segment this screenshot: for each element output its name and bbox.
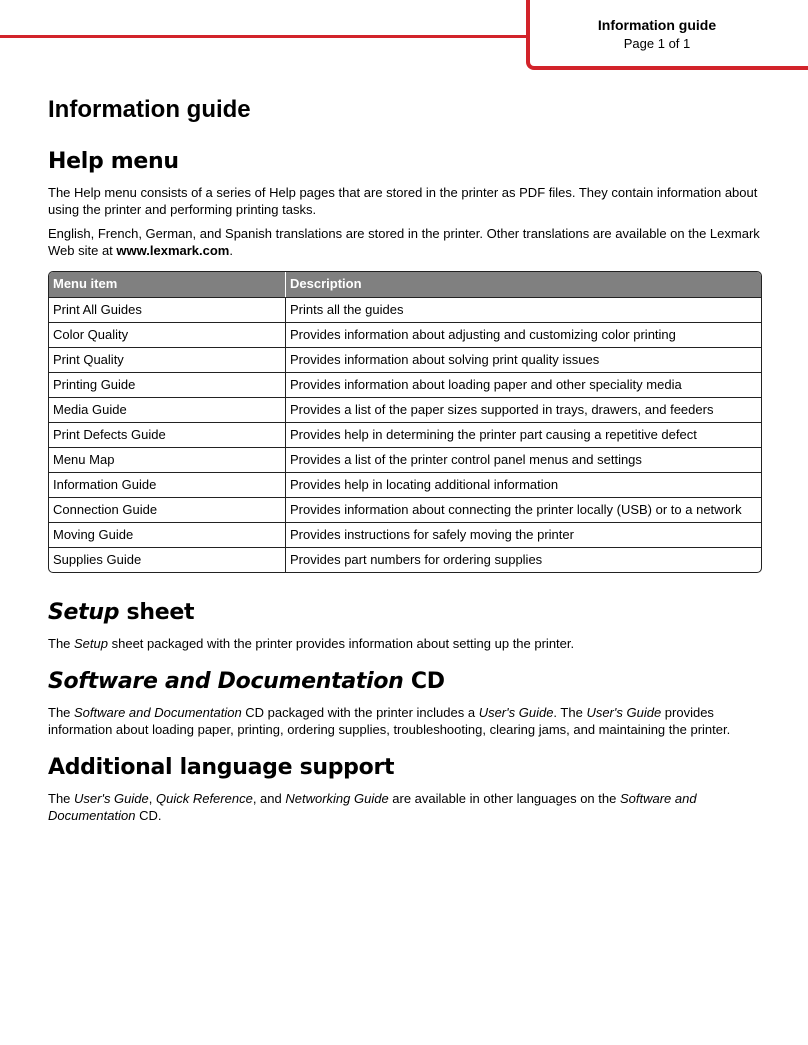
language-text-3: , — [148, 791, 156, 806]
help-menu-paragraph-1: The Help menu consists of a series of Help pages that are stored in the printer as PDF files. They contain information about using the printer and performing printing tasks. — [48, 185, 758, 217]
software-cd-heading — [48, 668, 764, 696]
software-text-5: . The — [553, 705, 587, 720]
language-text-1: The — [48, 791, 75, 806]
column-header-description: Description — [290, 276, 362, 291]
description-cell: Provides help in locating additional information — [290, 477, 559, 492]
software-text-2: Software and Documentation — [74, 705, 242, 720]
description-cell: Provides instructions for safely moving the printer — [290, 527, 574, 542]
table-row — [49, 522, 761, 547]
setup-text-2: sheet packaged with the printer provides information about setting up the printer. — [108, 636, 575, 651]
software-text-3: CD packaged with the printer includes a — [241, 705, 479, 720]
table-row — [49, 347, 761, 372]
setup-heading-italic: Setup — [48, 600, 120, 625]
table-row — [49, 547, 761, 572]
setup-text-1: The — [48, 636, 75, 651]
document-body — [48, 95, 764, 831]
language-text-7: are available in other languages on the — [388, 791, 620, 806]
table-row — [49, 472, 761, 497]
language-text-2: User's Guide — [74, 791, 149, 806]
language-text-4: Quick Reference — [155, 791, 253, 806]
language-paragraph — [48, 790, 764, 824]
table-row — [49, 397, 761, 422]
setup-paragraph — [48, 635, 764, 652]
header-title: Information guide — [597, 17, 717, 33]
description-cell: Provides help in determining the printer part causing a repetitive defect — [290, 427, 697, 442]
page-header — [530, 16, 784, 52]
software-text-7: provides information about loading paper, printing, ordering supplies, troubleshooting, clearing jams, and maintaining the printer. — [48, 705, 731, 737]
description-cell: Provides information about loading paper and other speciality media — [290, 377, 682, 392]
menu-item-cell: Print Quality — [49, 348, 286, 372]
table-row — [49, 297, 761, 322]
language-text-6: Networking Guide — [285, 791, 389, 806]
description-cell: Provides part numbers for ordering supplies — [290, 552, 543, 567]
setup-sheet-heading — [48, 599, 764, 627]
table-row — [49, 497, 761, 522]
description-cell: Prints all the guides — [290, 302, 404, 317]
language-text-9: CD. — [135, 808, 162, 823]
software-text-6: User's Guide — [586, 705, 662, 720]
help-menu-paragraph-2 — [48, 225, 764, 259]
table-row — [49, 372, 761, 397]
menu-item-cell: Print Defects Guide — [49, 423, 286, 447]
description-cell: Provides information about adjusting and customizing color printing — [290, 327, 676, 342]
menu-item-cell: Color Quality — [49, 323, 286, 347]
menu-item-cell: Print All Guides — [49, 298, 286, 322]
help-menu-table — [48, 271, 762, 573]
software-text-1: The — [48, 705, 75, 720]
menu-item-cell: Information Guide — [49, 473, 286, 497]
help-menu-paragraph-2-end: . — [229, 243, 233, 258]
menu-item-cell: Supplies Guide — [49, 548, 286, 572]
software-heading-italic: Software and Documentation — [48, 669, 404, 694]
description-cell: Provides information about connecting the printer locally (USB) or to a network — [290, 502, 742, 517]
language-text-5: , and — [252, 791, 286, 806]
menu-item-cell: Printing Guide — [49, 373, 286, 397]
table-header-row — [49, 272, 761, 297]
menu-item-cell: Connection Guide — [49, 498, 286, 522]
table-row — [49, 447, 761, 472]
language-support-heading: Additional language support — [48, 755, 395, 780]
page-title: Information guide — [48, 96, 251, 123]
setup-heading-rest: sheet — [119, 600, 195, 625]
lexmark-website-link[interactable]: www.lexmark.com — [116, 243, 230, 258]
header-page-number: Page 1 of 1 — [623, 36, 691, 51]
language-text-8: Software and Documentation — [48, 791, 697, 823]
column-header-menu-item: Menu item — [49, 272, 286, 297]
description-cell: Provides a list of the paper sizes supported in trays, drawers, and feeders — [290, 402, 714, 417]
software-paragraph — [48, 704, 764, 738]
help-menu-heading: Help menu — [48, 149, 179, 174]
help-menu-paragraph-2-text: English, French, German, and Spanish translations are stored in the printer. Other translations are available on the Lexmark Web site at — [48, 226, 760, 258]
menu-item-cell: Menu Map — [49, 448, 286, 472]
description-cell: Provides a list of the printer control panel menus and settings — [290, 452, 642, 467]
software-heading-rest: CD — [403, 669, 445, 694]
software-text-4: User's Guide — [478, 705, 554, 720]
menu-item-cell: Moving Guide — [49, 523, 286, 547]
setup-text-italic: Setup — [74, 636, 108, 651]
menu-item-cell: Media Guide — [49, 398, 286, 422]
table-row — [49, 422, 761, 447]
header-rule — [0, 35, 528, 38]
description-cell: Provides information about solving print quality issues — [290, 352, 600, 367]
table-row — [49, 322, 761, 347]
